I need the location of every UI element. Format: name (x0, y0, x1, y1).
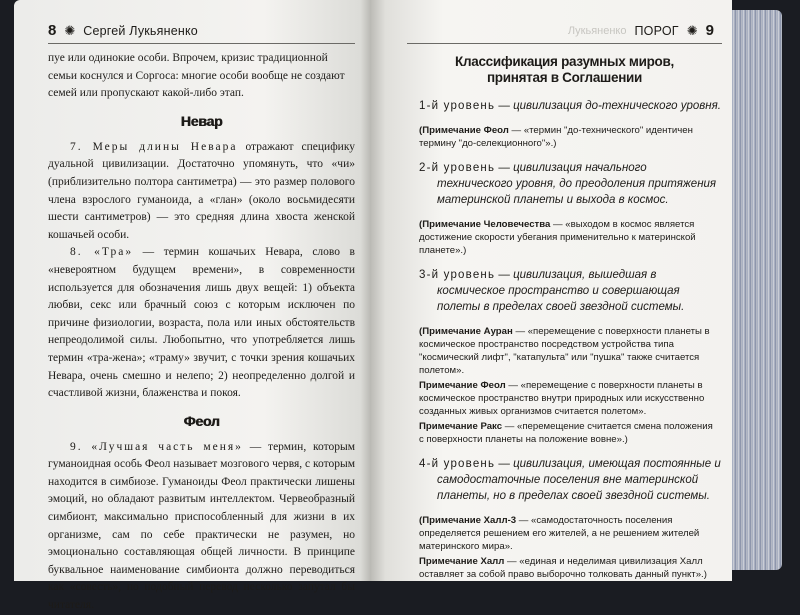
level-4: 4-й уровень — цивилизация, имеющая постоянные и самодостаточные поселения вне материнской планеты, но в пределах своей звездной системы. (419, 458, 721, 502)
bleed-through-text: Лукьяненко (567, 24, 627, 37)
right-page (371, 0, 732, 581)
level-1: 1-й уровень — цивилизация до-технического уровня. (419, 100, 721, 112)
footnote-lead: 9. «Лучшая часть меня» (70, 440, 243, 453)
note-text: — «самодостаточность поселения определяется решением его жителей, а не решением жителей материнского мира». (419, 515, 700, 552)
level-3: 3-й уровень — цивилизация, вышедшая в космическое пространство и совершающая полеты в пределах своей звездной системы. (419, 269, 685, 313)
note-label: Примечание Халл (419, 556, 505, 567)
section-heading-feol: Феол (183, 412, 220, 429)
classification-title (407, 54, 722, 86)
note-hall (419, 555, 718, 581)
intro-line: семьи коснулся и Соргоса: многие особи вообще не создают (48, 69, 345, 82)
title-line: Классификация разумных миров, (455, 54, 674, 69)
note-label: Примечание Феол (419, 380, 506, 391)
footnote-9 (48, 439, 355, 615)
note-label: (Примечание Халл-3 (419, 515, 517, 526)
running-title: ПОРОГ (634, 23, 679, 38)
left-page-number: 8 (48, 22, 57, 39)
left-page (14, 0, 371, 612)
footnote-7 (48, 139, 355, 245)
note-text: — «единая и неделимая цивилизация Халл оставляет за собой право выборочно толковать данный пункт».) (419, 556, 707, 580)
footnote-text: — термин кошачьих Невара, слово в «невероятном будущем времени», в современности используется для обозначения лишь двух вещей: 1) объекта любви, секс или брачный союз с которым исключен по причине физиологии, возраста, пола или иных обстоятельств непреодолимой силы. Любопытно, что употребляется лишь термин «тра-жена»; «траму» звучит, с точки зрения кошачьих Невара, очень смешно и нелепо; 2) неопределенно долгой и счастливой жизни, блаженства и покоя. (48, 246, 355, 400)
intro-paragraph (48, 50, 355, 103)
flower-ornament-icon: ✺ (64, 23, 76, 38)
level-description: цивилизация, вышедшая в космическое пространство и совершающая полеты в пределах своей звездной системы. (437, 269, 685, 313)
note-text: — «термин "до-технического" идентичен термину "до-селекционного"».) (419, 125, 693, 149)
level-number: 3-й уровень (419, 269, 496, 281)
footnote-text: — термин, которым гуманоидная особь Феол называет мозгового червя, с которым находится в симбиозе. Гуманоиды Феол практически лишены эмоций, но обладают развитым интеллектом. Червеобразный симбионт, максимально приспособленный для жизни в их организме, сам по себе практически не разумен, но эмоционально составляющая общей личности. В принципе буквальное наименование симбионта должно переводиться как «совесть», но подобный перевод несколько запутал бы читателя. (48, 440, 355, 612)
intro-line: пуе или одинокие особи. Впрочем, кризис традиционной (48, 52, 328, 64)
footnote-8 (48, 244, 355, 402)
level-description: цивилизация до-технического уровня. (513, 100, 721, 112)
note-auran (419, 325, 718, 377)
level-number: 4-й уровень (419, 458, 496, 470)
note-text: — «перемещение с поверхности планеты в космическое пространство внутри природных или искусственно созданных живых организмов считается полетом». (419, 380, 705, 417)
level-number: 2-й уровень (419, 162, 496, 174)
note-feol-2 (419, 379, 718, 418)
level-number: 1-й уровень (419, 100, 496, 112)
note-hall-3 (419, 514, 718, 553)
right-running-head (407, 22, 722, 44)
intro-line: семей или пропускают какой-либо этап. (48, 87, 244, 100)
note-label: (Примечание Феол (419, 125, 509, 136)
title-line: принятая в Соглашении (486, 70, 643, 85)
footnote-text: отражают специфику дуальной цивилизации. Достаточно упомянуть, что «чи» (приблизительно полтора сантиметра) — это размер полового члена взрослого гуманоида, а «глан» (около восьмидесяти шести сантиметров) — это средняя длина хвоста женской кошачьей особи. (48, 140, 355, 241)
author-name: Сергей Лукьяненко (83, 23, 198, 38)
note-text: — «выходом в космос является достижение скорости убегания применительно к материнской планете».) (419, 219, 696, 256)
left-running-head (48, 22, 355, 44)
level-2: 2-й уровень — цивилизация начального технического уровня, до преодоления притяжения материнской планеты и выхода в космос. (419, 162, 717, 206)
footnote-lead: 7. Меры длины Невара (70, 140, 238, 153)
note-feol-1 (419, 124, 718, 150)
section-heading-nevar: Невар (180, 112, 223, 129)
note-label: (Примечание Ауран (419, 326, 513, 337)
level-description: цивилизация, имеющая постоянные и самодостаточные поселения вне материнской планеты, но в пределах своей звездной системы. (437, 458, 721, 502)
note-label: (Примечание Человечества (419, 219, 551, 230)
flower-ornament-icon: ✺ (686, 23, 698, 38)
note-raks (419, 420, 718, 446)
note-humanity (419, 218, 718, 257)
footnote-lead: 8. «Тра» (70, 246, 134, 259)
note-label: Примечание Ракс (419, 421, 503, 432)
note-text: — «перемещение с поверхности планеты в космическое пространство посредством устройства типа "космический лифт", "катапульта" или "пушка" также считается полетом». (419, 326, 710, 376)
level-description: цивилизация начального технического уровня, до преодоления притяжения материнской планеты и выхода в космос. (437, 162, 717, 206)
right-page-number: 9 (705, 22, 714, 39)
note-text: — «перемещение считается смена положения с поверхности планеты на положение вовне».) (419, 421, 713, 445)
page-edges (732, 10, 782, 570)
